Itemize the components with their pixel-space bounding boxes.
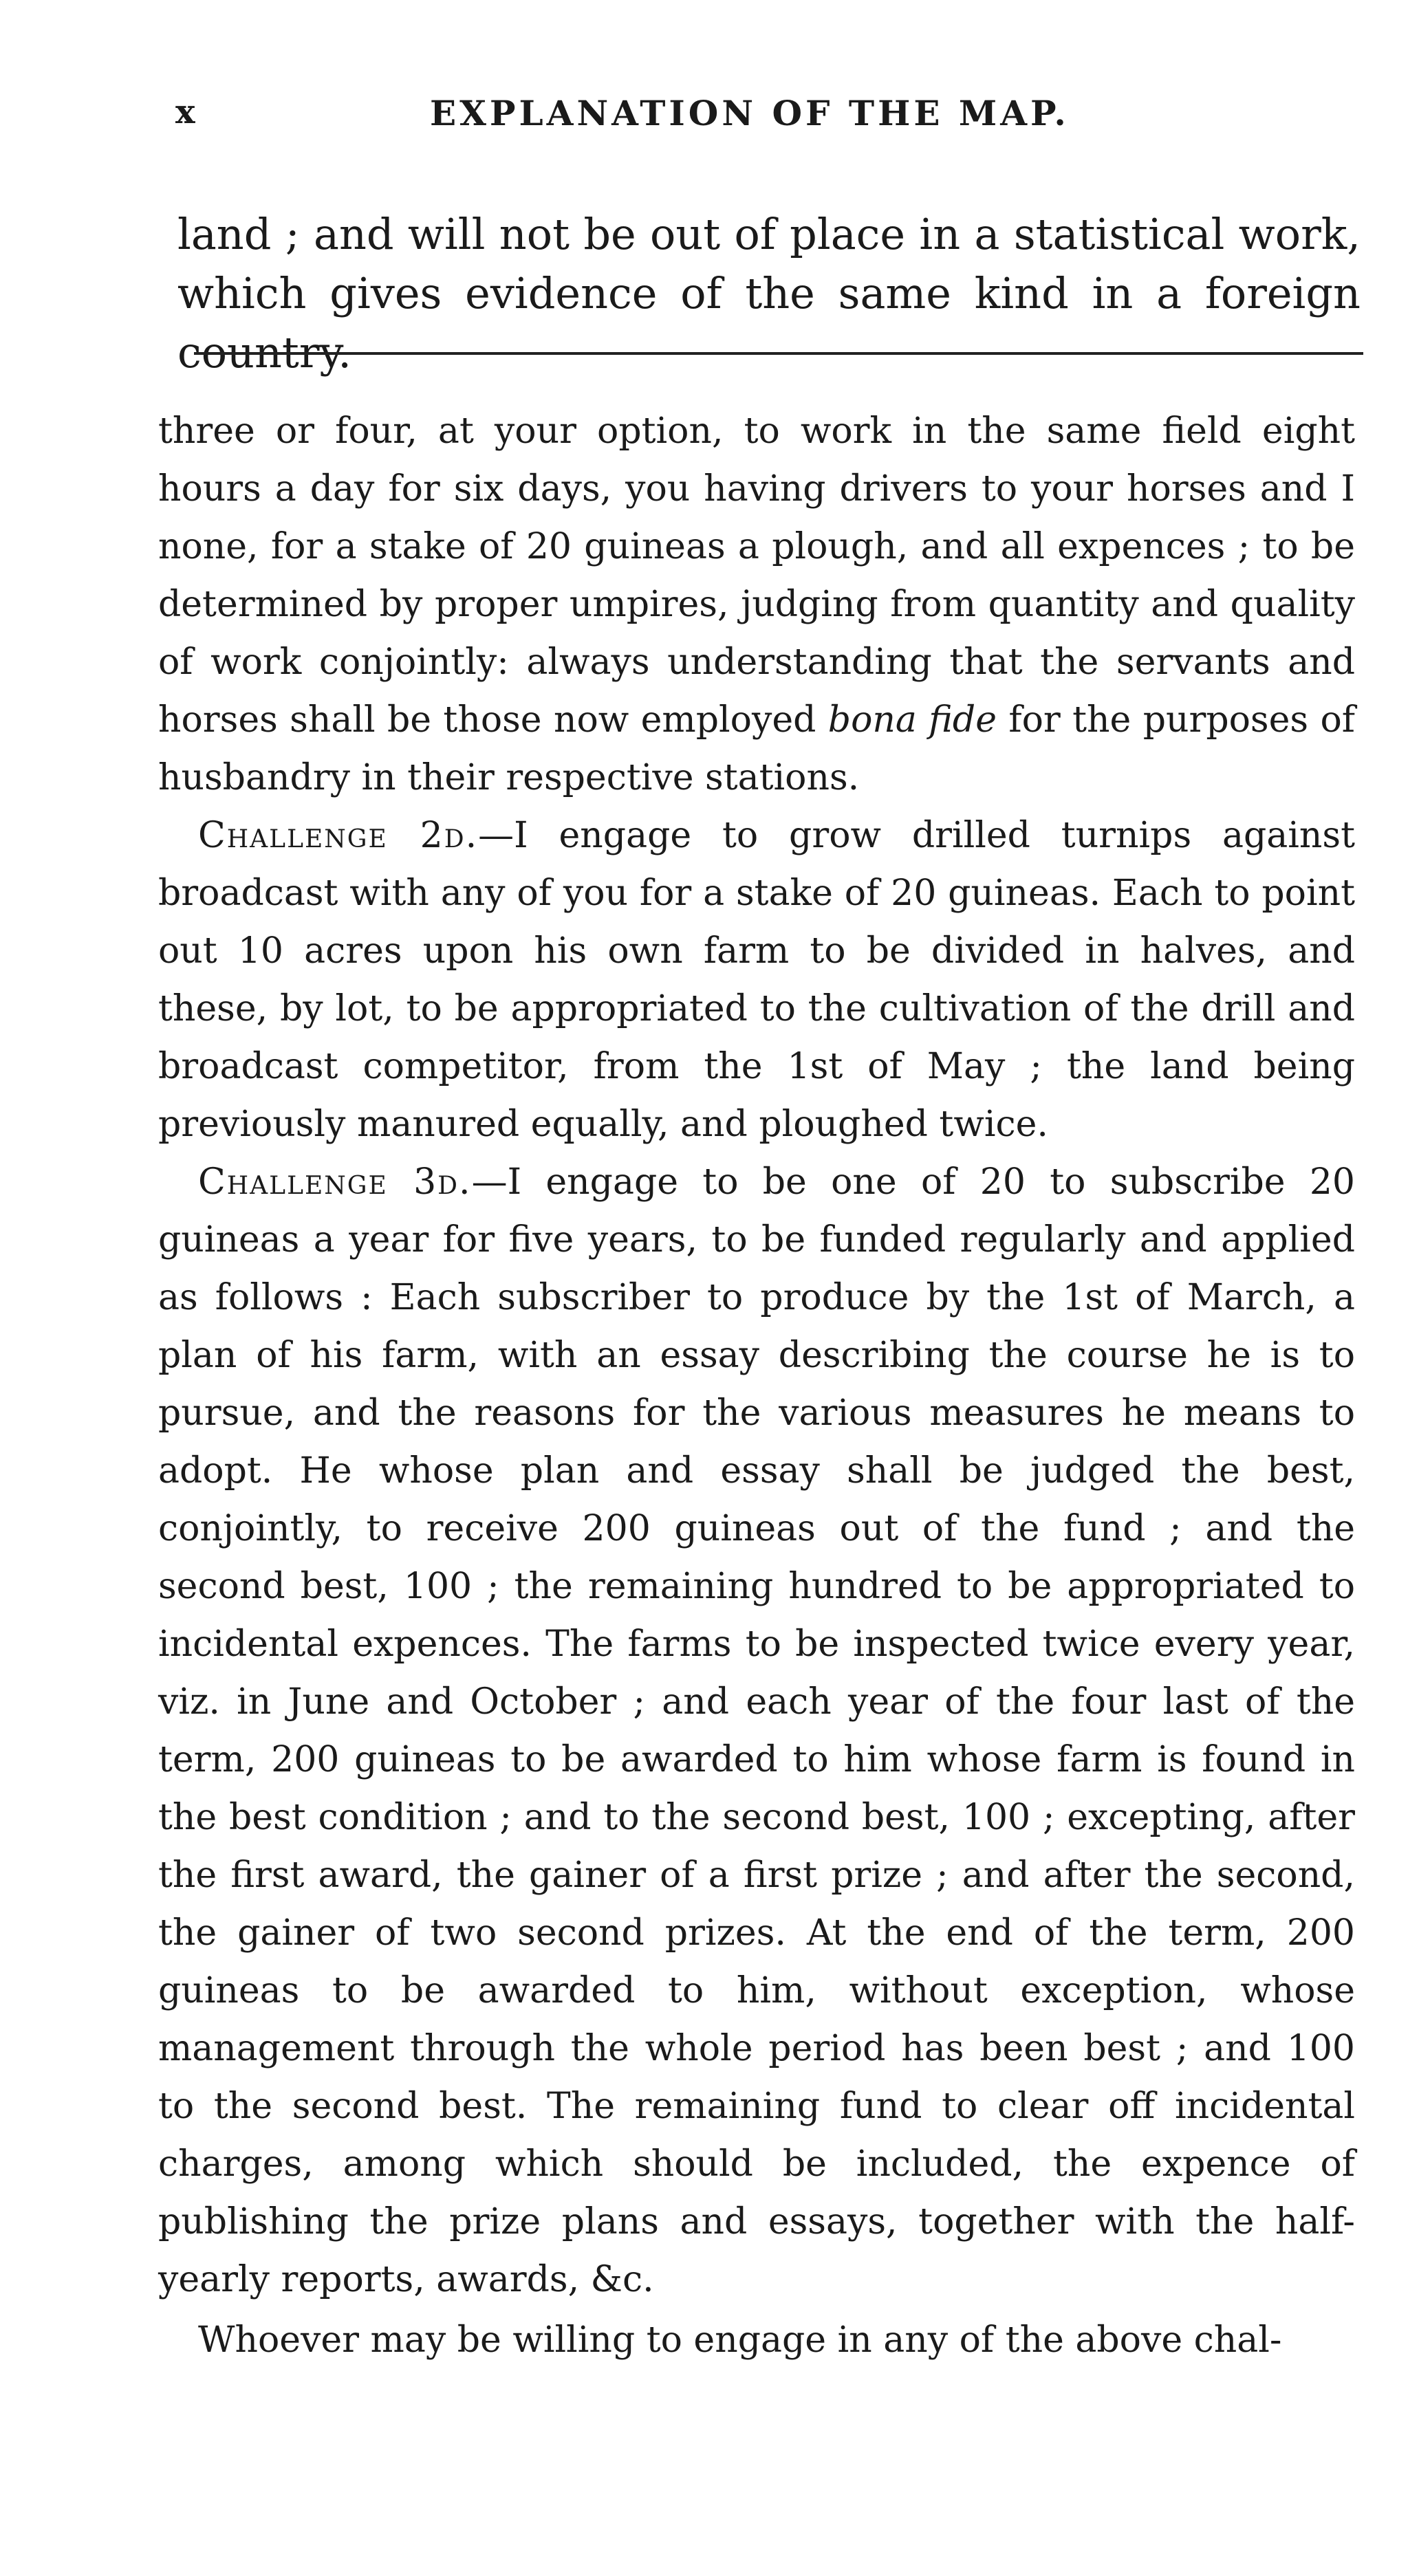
running-title: EXPLANATION OF THE MAP. — [430, 93, 1070, 133]
paragraph-1-italic: bona fide — [827, 699, 997, 741]
challenge-2-label: Challenge 2d. — [198, 815, 479, 856]
paragraph-1 — [158, 402, 1355, 807]
lead-paragraph: land ; and will not be out of place in a statistical work, which gives evidence of the same kind in a foreign country. — [177, 209, 1361, 378]
page-number: x — [175, 93, 195, 131]
page-header — [175, 93, 1352, 155]
paragraph-challenge-2 — [158, 807, 1355, 1153]
challenge-3-text: —I engage to be one of 20 to subscribe 20 guineas a year for five years, to be funded regularly and applied as follows : Each subscriber to produce by the 1st of March, a plan of his farm, with an essay describing the course he is to pursue, and the reasons for the various measures he means to adopt. He whose plan and essay shall be judged the best, conjointly, to receive 200 guineas out of the fund ; and the second best, 100 ; the remaining hundred to be appropriated to incidental expences. The farms to be inspected twice every year, viz. in June and October ; and each year of the four last of the term, 200 guineas to be awarded to him whose farm is found in the best condition ; and to the second best, 100 ; excepting, after the first award, the gainer of a first prize ; and after the second, the gainer of two second prizes. At the end of the term, 200 guineas to be awarded to him, without exception, whose management through the whole period has been best ; and 100 to the second best. The remaining fund to clear off incidental charges, among which should be included, the expence of publishing the prize plans and essays, together with the half-yearly reports, awards, &c. — [158, 1161, 1355, 2300]
paragraph-challenge-3 — [158, 1153, 1355, 2308]
challenge-2-text: —I engage to grow drilled turnips against broadcast with any of you for a stake of 20 guineas. Each to point out 10 acres upon his own farm to be divided in halves, and these, by lot, to be appropriated to the cultivation of the drill and broadcast competitor, from the 1st of May ; the land being previously manured equally, and ploughed twice. — [158, 815, 1355, 1145]
paragraph-1-end: for the purposes of husbandry in their respective stations. — [158, 699, 1356, 798]
paragraph-1-text: three or four, at your option, to work in the same field eight hours a day for six days, you having drivers to your horses and I none, for a stake of 20 guineas a plough, and all expences ; to be determined by proper umpires, judging from quantity and quality of work conjointly: always understanding that the servants and horses shall be those now employed — [158, 411, 1355, 741]
paragraph-4: Whoever may be willing to engage in any of the above chal- — [198, 2320, 1282, 2361]
body-text — [158, 402, 1355, 2369]
challenge-3-label: Challenge 3d. — [198, 1161, 472, 1203]
section-divider — [194, 352, 1363, 355]
